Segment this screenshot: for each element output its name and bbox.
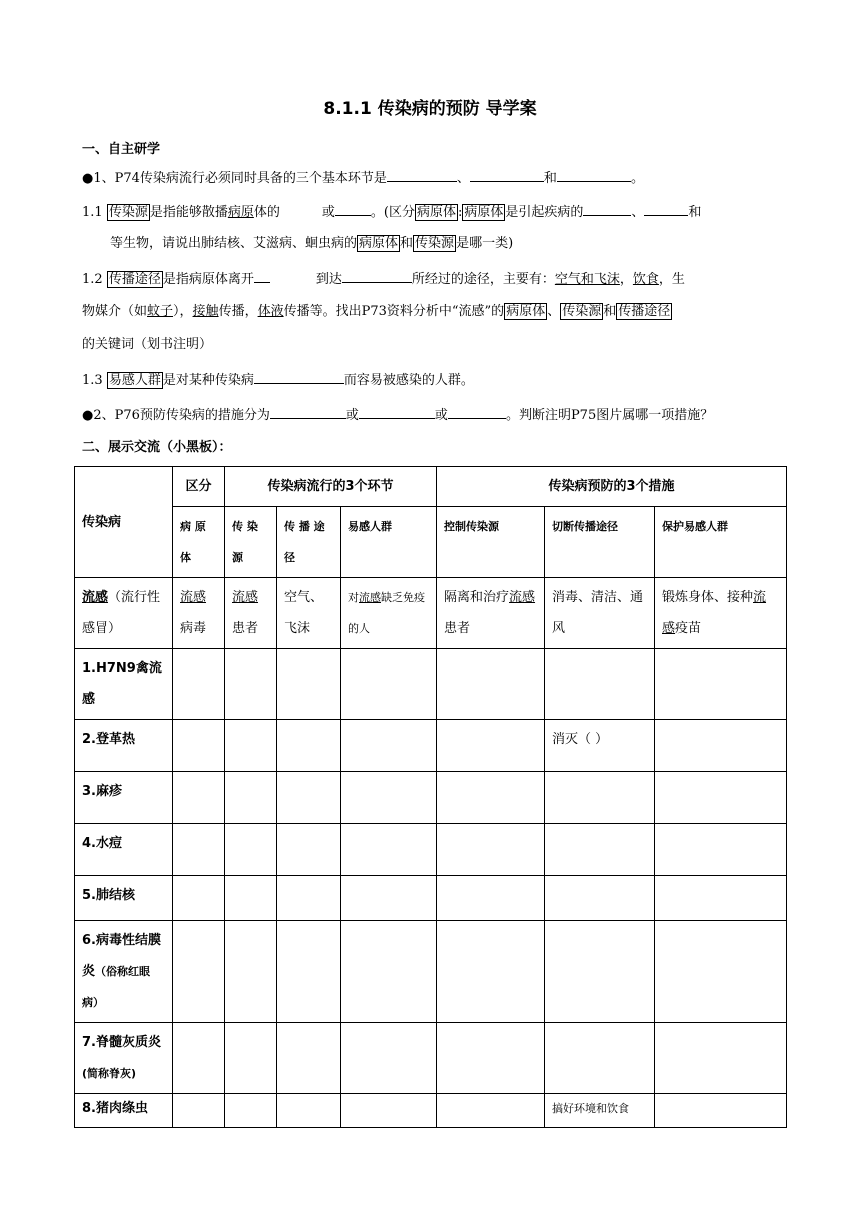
table-row — [75, 1094, 787, 1128]
cell[interactable] — [225, 1023, 277, 1094]
q12-text: 传播等。找出P73资料分析中“流感”的 — [283, 304, 505, 319]
cell[interactable] — [545, 649, 655, 720]
cell[interactable] — [655, 1023, 787, 1094]
sub-source: 传 染 源 — [225, 507, 277, 578]
cell[interactable] — [341, 824, 437, 876]
blank[interactable] — [254, 268, 270, 283]
cell[interactable] — [225, 876, 277, 921]
cell-text: 患者 — [444, 621, 471, 636]
term-pathogen: 病原体 — [464, 205, 504, 220]
cell[interactable] — [225, 824, 277, 876]
cell-text: 疫苗 — [675, 621, 702, 636]
q12-comma: ， — [619, 272, 633, 287]
cell[interactable] — [173, 921, 225, 1023]
question-1-2-cont — [82, 301, 782, 322]
sub-cut-route: 切断传播途径 — [545, 507, 655, 578]
header-distinguish: 区分 — [173, 467, 225, 507]
cell[interactable] — [655, 1094, 787, 1128]
question-1-1 — [82, 201, 782, 223]
cell[interactable] — [341, 772, 437, 824]
q2-or: 或 — [345, 408, 359, 423]
cell[interactable] — [277, 772, 341, 824]
cell-text: 病毒 — [180, 621, 207, 636]
cell[interactable] — [545, 1023, 655, 1094]
term-pathogen: 病原体 — [506, 304, 546, 319]
question-1-1-cont — [110, 233, 810, 254]
cell[interactable] — [173, 720, 225, 772]
row-name-cell — [75, 921, 173, 1023]
row-name: 3.麻疹 — [75, 772, 173, 824]
example-source — [225, 578, 277, 649]
cell[interactable] — [173, 1094, 225, 1128]
cell[interactable] — [173, 772, 225, 824]
example-pathogen — [173, 578, 225, 649]
cell[interactable] — [655, 720, 787, 772]
cell-text: 隔离和治疗 — [444, 590, 510, 605]
term-susceptible: 易感人群 — [108, 373, 161, 388]
cell[interactable] — [277, 1023, 341, 1094]
term-mosquito: 蚊子 — [147, 304, 174, 319]
q11-colon: : — [457, 205, 463, 220]
example-susceptible — [341, 578, 437, 649]
q12-text: ，生 — [658, 272, 685, 287]
cell[interactable] — [437, 720, 545, 772]
q12-text: 是指病原体离开 — [162, 272, 254, 287]
blank[interactable] — [270, 404, 346, 419]
example-cut: 消毒、清洁、通风 — [545, 578, 655, 649]
sub-control-source: 控制传染源 — [437, 507, 545, 578]
cell-text: 患者 — [232, 621, 259, 636]
cell[interactable] — [225, 720, 277, 772]
table-row — [75, 772, 787, 824]
cell[interactable] — [437, 921, 545, 1023]
blank[interactable] — [359, 404, 435, 419]
term-air: 空气和飞沫 — [554, 272, 620, 287]
question-1 — [82, 167, 782, 189]
term-pathogen-ul: 病原 — [227, 205, 254, 220]
cell[interactable] — [173, 876, 225, 921]
cell[interactable] — [341, 720, 437, 772]
example-route: 空气、飞沫 — [277, 578, 341, 649]
row-name-cell — [75, 1023, 173, 1094]
example-protect — [655, 578, 787, 649]
cell[interactable] — [655, 921, 787, 1023]
cell[interactable] — [277, 649, 341, 720]
q12-text: 物媒介（如 — [82, 304, 148, 319]
row-name: 8.猪肉绦虫 — [75, 1094, 173, 1128]
sub-susceptible: 易感人群 — [341, 507, 437, 578]
header-disease: 传染病 — [75, 467, 173, 578]
sub-protect: 保护易感人群 — [655, 507, 787, 578]
q2-text: 。判断注明P75图片属哪一项措施？ — [505, 408, 714, 423]
sub-route: 传 播 途 径 — [277, 507, 341, 578]
question-1-2 — [82, 268, 782, 290]
cell[interactable] — [277, 824, 341, 876]
q11-or: 或 — [321, 205, 335, 220]
cell-text: 流感 — [359, 591, 381, 604]
example-name-b: （流行性感冒） — [82, 590, 161, 636]
cell[interactable] — [437, 772, 545, 824]
sub-pathogen: 病 原 体 — [173, 507, 225, 578]
term-source: 传染源 — [108, 205, 148, 220]
q1-end: 。 — [630, 171, 644, 186]
header-measures: 传染病预防的3个措施 — [437, 467, 787, 507]
q11-and: 和 — [400, 236, 414, 251]
blank[interactable] — [254, 369, 344, 384]
q1-text: ●1、P74传染病流行必须同时具备的三个基本环节是 — [82, 171, 387, 186]
blank[interactable] — [644, 201, 688, 216]
q2-or: 或 — [434, 408, 448, 423]
q11-text: 等生物，请说出肺结核、艾滋病、蛔虫病的 — [110, 236, 358, 251]
table-row-example — [75, 578, 787, 649]
cell[interactable] — [341, 921, 437, 1023]
q11-text: 是哪一类) — [456, 236, 514, 251]
cell[interactable] — [437, 824, 545, 876]
cell[interactable] — [437, 1094, 545, 1128]
table-row — [75, 649, 787, 720]
blank[interactable] — [342, 268, 412, 283]
q12-text: 所经过的途径，主要有： — [411, 272, 555, 287]
q13-text: 是对某种传染病 — [162, 373, 254, 388]
table-row — [75, 824, 787, 876]
cell[interactable] — [655, 876, 787, 921]
cell[interactable] — [173, 1023, 225, 1094]
table-row — [75, 921, 787, 1023]
term-contact: 接触 — [192, 304, 219, 319]
row-name: 7.脊髓灰质炎 — [82, 1035, 161, 1050]
term-diet: 饮食 — [632, 272, 659, 287]
term-source: 传染源 — [562, 304, 602, 319]
cell[interactable] — [173, 824, 225, 876]
cell[interactable] — [655, 772, 787, 824]
cell-text: 流感 — [180, 590, 207, 605]
q1-sep: 、 — [456, 171, 470, 186]
cell[interactable] — [225, 649, 277, 720]
table-row — [75, 1023, 787, 1094]
q11-text: 是引起疾病的 — [505, 205, 584, 220]
q11-sep: 、 — [631, 205, 645, 220]
q12-sep: 、 — [547, 304, 561, 319]
cell-text: 对 — [348, 591, 359, 604]
cell[interactable] — [437, 1023, 545, 1094]
section-presentation: 二、展示交流（小黑板）： — [82, 440, 232, 455]
cell[interactable] — [341, 649, 437, 720]
cell[interactable] — [277, 876, 341, 921]
blank[interactable] — [448, 404, 506, 419]
cell[interactable] — [225, 1094, 277, 1128]
cell[interactable] — [545, 876, 655, 921]
blank[interactable] — [470, 167, 544, 182]
table-row — [75, 720, 787, 772]
row-note[interactable]: 搞好环境和饮食 — [545, 1094, 655, 1128]
example-name-a: 流感 — [82, 590, 109, 605]
cell-text: 流感 — [232, 590, 259, 605]
cell-text: 流感 — [662, 590, 767, 636]
q12-text: 到达 — [315, 272, 342, 287]
cell-text: 锻炼身体、接种 — [662, 590, 754, 605]
term-pathogen: 病原体 — [416, 205, 456, 220]
section-self-study: 一、自主研学 — [82, 142, 161, 157]
cell[interactable] — [341, 1094, 437, 1128]
cell[interactable] — [225, 772, 277, 824]
row-subname: （俗称红眼病） — [82, 965, 151, 1009]
q11-text: 体的 — [253, 205, 280, 220]
blank[interactable] — [583, 201, 631, 216]
cell[interactable] — [173, 649, 225, 720]
q11-text: 。(区分 — [370, 205, 415, 220]
blank[interactable] — [335, 201, 371, 216]
q12-text: 传播， — [218, 304, 258, 319]
cell-text: 流感 — [509, 590, 536, 605]
question-1-2-cont2 — [82, 334, 782, 355]
disease-table — [74, 466, 787, 1128]
question-1-3 — [82, 369, 782, 391]
term-pathogen: 病原体 — [359, 236, 399, 251]
page-title: 8.1.1 传染病的预防 导学案 — [323, 99, 537, 119]
example-name — [75, 578, 173, 649]
cell[interactable] — [545, 921, 655, 1023]
q12-num: 1.2 — [82, 272, 107, 287]
cell[interactable] — [341, 876, 437, 921]
blank[interactable] — [557, 167, 631, 182]
question-2 — [82, 404, 782, 426]
q12-text: 的关键词（划书注明） — [82, 337, 213, 352]
term-route: 传播途径 — [108, 272, 161, 287]
q11-text: 是指能够散播 — [149, 205, 228, 220]
table-row — [75, 876, 787, 921]
cell[interactable] — [545, 824, 655, 876]
example-control — [437, 578, 545, 649]
row-note[interactable]: 消灭（ ） — [545, 720, 655, 772]
q2-text: ●2、P76预防传染病的措施分为 — [82, 408, 270, 423]
blank[interactable] — [387, 167, 457, 182]
q1-and: 和 — [543, 171, 557, 186]
cell[interactable] — [341, 1023, 437, 1094]
q11-and: 和 — [688, 205, 702, 220]
cell[interactable] — [277, 921, 341, 1023]
term-fluid: 体液 — [257, 304, 284, 319]
cell[interactable] — [437, 876, 545, 921]
row-subname: (简称脊灰) — [82, 1067, 137, 1080]
row-name: 2.登革热 — [75, 720, 173, 772]
row-name: 4.水痘 — [75, 824, 173, 876]
row-name: 5.肺结核 — [75, 876, 173, 921]
q12-text: ）， — [173, 304, 193, 319]
term-route: 传播途径 — [618, 304, 671, 319]
cell[interactable] — [437, 649, 545, 720]
cell[interactable] — [545, 772, 655, 824]
cell-text: 缺乏免疫的人 — [348, 591, 425, 635]
q13-num: 1.3 — [82, 373, 107, 388]
q11-num: 1.1 — [82, 205, 107, 220]
cell[interactable] — [277, 720, 341, 772]
row-name: 6.病毒性结膜炎 — [82, 933, 161, 979]
term-source: 传染源 — [415, 236, 455, 251]
q12-and: 和 — [603, 304, 617, 319]
cell[interactable] — [655, 824, 787, 876]
cell[interactable] — [225, 921, 277, 1023]
q13-text: 而容易被感染的人群。 — [343, 373, 474, 388]
cell[interactable] — [277, 1094, 341, 1128]
cell[interactable] — [655, 649, 787, 720]
header-links: 传染病流行的3个环节 — [225, 467, 437, 507]
row-name: 1.H7N9禽流感 — [75, 649, 173, 720]
